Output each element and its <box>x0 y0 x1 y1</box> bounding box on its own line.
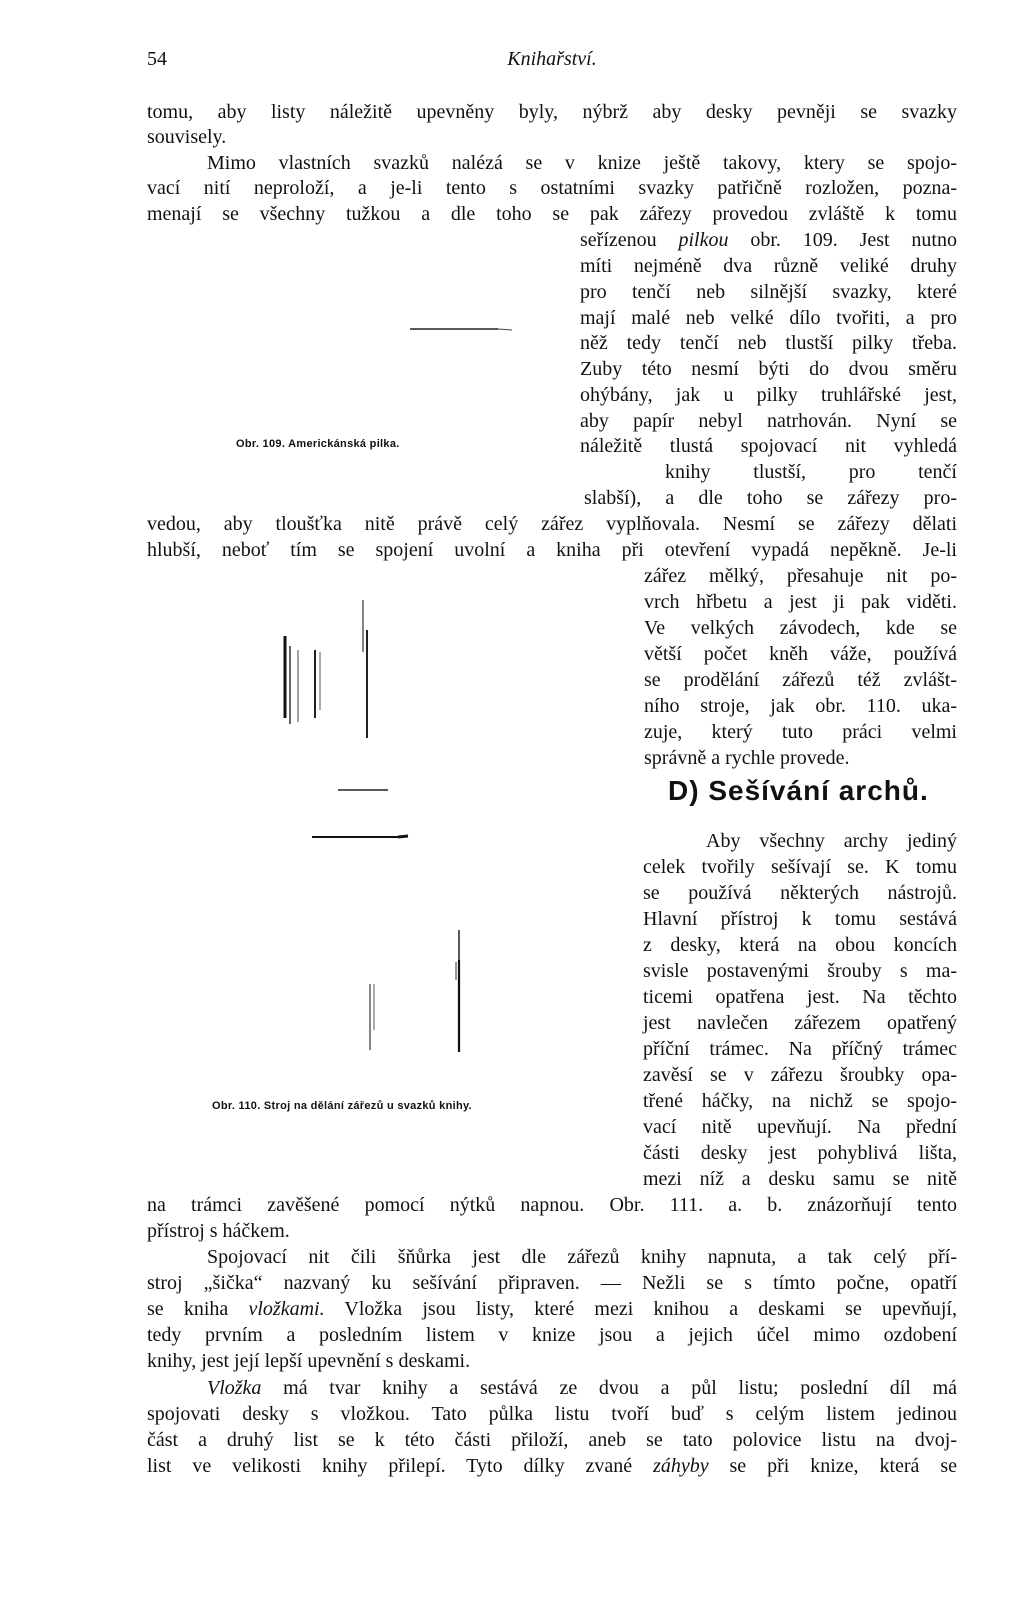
text-line: příční trámec. Na příčný trámec <box>643 1038 957 1060</box>
italic-term: záhyby <box>653 1455 709 1477</box>
text-line: zuje, který tuto práci velmi <box>644 721 957 743</box>
text-line: jest navlečen zářezem opatřený <box>643 1012 957 1034</box>
text-line: slabší), a dle toho se zářezy pro- <box>584 487 957 509</box>
text-line: náležitě tlustá spojovací nit vyhledá <box>580 435 957 457</box>
text-line: Spojovací nit čili šňůrka jest dle zářezů knihy napnuta, a tak celý pří- <box>207 1246 957 1268</box>
text-line: vací nitě upevňují. Na přední <box>643 1116 957 1138</box>
text-line: tomu, aby listy náležitě upevněny byly, nýbrž aby desky pevněji se svazky <box>147 101 957 123</box>
text-line: se prodělání zářezů též zvlášt- <box>644 669 957 691</box>
text-line: ního stroje, jak obr. 110. uka- <box>644 695 957 717</box>
text-line: ohýbány, jak u pilky truhlářské jest, <box>580 384 957 406</box>
text-fragment: seřízenou <box>580 229 679 251</box>
text-line: aby papír nebyl natrhován. Nyní se <box>580 410 957 432</box>
text-line: zavěsí se v zářezu šroubky opa- <box>643 1064 957 1086</box>
text-line: vrch hřbetu a jest ji pak viděti. <box>644 591 957 613</box>
section-heading: D) Sešívání archů. <box>668 775 929 806</box>
text-line: Ve velkých závodech, kde se <box>644 617 957 639</box>
text-line: třené háčky, na nichž se spojo- <box>643 1090 957 1112</box>
text-fragment: se při knize, která se <box>708 1455 957 1477</box>
text-line: něž tedy tenčí neb tlustší pilky třeba. <box>580 332 957 354</box>
text-fragment: obr. 109. Jest nutno <box>728 229 957 251</box>
text-line: souvisely. <box>147 126 227 148</box>
text-line: knihy tlustší, pro tenčí <box>665 461 957 483</box>
text-line: větší počet kněh váže, používá <box>644 643 957 665</box>
text-fragment: Vložka jsou listy, které mezi knihou a deskami se upevňují, <box>324 1298 957 1320</box>
text-line: mezi níž a desku samu se nitě <box>643 1168 957 1190</box>
text-line: Zuby této nesmí býti do dvou směru <box>580 358 957 380</box>
text-line: Mimo vlastních svazků nalézá se v knize ještě takovy, ktery se spojo- <box>207 152 957 174</box>
text-line: se používá některých nástrojů. <box>643 882 957 904</box>
text-line: Aby všechny archy jediný <box>706 830 957 852</box>
text-line <box>580 228 957 252</box>
text-line: část a druhý list se k této části přiloží, aneb se tato polovice listu na dvoj- <box>147 1429 957 1451</box>
text-line <box>147 1454 957 1478</box>
text-line: stroj „šička“ nazvaný ku sešívání připraven. — Nežli se s tímto počne, opatří <box>147 1272 957 1294</box>
text-line: mají malé neb velké dílo tvořiti, a pro <box>580 307 957 329</box>
text-line: knihy, jest její lepší upevnění s deskami. <box>147 1350 471 1372</box>
text-line: spojovati desky s vložkou. Tato půlka listu tvoří buď s celým listem jedinou <box>147 1403 957 1425</box>
figure-109-saw <box>380 300 550 360</box>
figure-110-caption: Obr. 110. Stroj na dělání zářezů u svazků knihy. <box>212 1100 472 1112</box>
text-fragment: list ve velikosti knihy přilepí. Tyto dílky zvané <box>147 1455 654 1477</box>
text-fragment: se kniha <box>147 1298 249 1320</box>
text-line: správně a rychle provede. <box>644 747 850 769</box>
text-line <box>147 1297 957 1321</box>
page-header <box>147 48 957 78</box>
text-line: menají se všechny tužkou a dle toho se pak zářezy provedou zvláště k tomu <box>147 203 957 225</box>
text-line: pro tenčí neb silnější svazky, které <box>580 281 957 303</box>
text-fragment: má tvar knihy a sestává ze dvou a půl listu; poslední díl má <box>261 1377 957 1399</box>
text-line <box>207 1376 957 1400</box>
text-line: svisle postavenými šrouby s ma- <box>643 960 957 982</box>
text-line: z desky, která na obou koncích <box>643 934 957 956</box>
italic-term: pilkou <box>678 229 729 251</box>
text-line: zářez mělký, přesahuje nit po- <box>644 565 957 587</box>
text-line: míti nejméně dva různě veliké druhy <box>580 255 957 277</box>
running-title: Knihařství. <box>507 48 597 70</box>
text-line: tedy prvním a posledním listem v knize jsou a jejich účel mimo ozdobení <box>147 1324 957 1346</box>
text-line: vací nití neproloží, a je-li tento s ostatními svazky patřičně rozložen, pozna- <box>147 177 957 199</box>
italic-term: Vložka <box>207 1377 262 1399</box>
text-line: části desky jest pohyblivá lišta, <box>643 1142 957 1164</box>
text-line: celek tvořily sešívají se. K tomu <box>643 856 957 878</box>
text-line: Hlavní přístroj k tomu sestává <box>643 908 957 930</box>
text-line: přístroj s háčkem. <box>147 1220 290 1242</box>
text-line: hlubší, neboť tím se spojení uvolní a kniha při otevření vypadá nepěkně. Je-li <box>147 539 957 561</box>
text-line: ticemi opatřena jest. Na těchto <box>643 986 957 1008</box>
text-line: vedou, aby tloušťka nitě právě celý zářez vyplňovala. Nesmí se zářezy dělati <box>147 513 957 535</box>
figure-110-machine <box>280 600 600 1120</box>
figure-109-caption: Obr. 109. Americkánská pilka. <box>236 438 400 450</box>
italic-term: vložkami. <box>248 1298 325 1320</box>
page-number: 54 <box>147 48 167 70</box>
text-line: na trámci zavěšené pomocí nýtků napnou. Obr. 111. a. b. znázorňují tento <box>147 1194 957 1216</box>
